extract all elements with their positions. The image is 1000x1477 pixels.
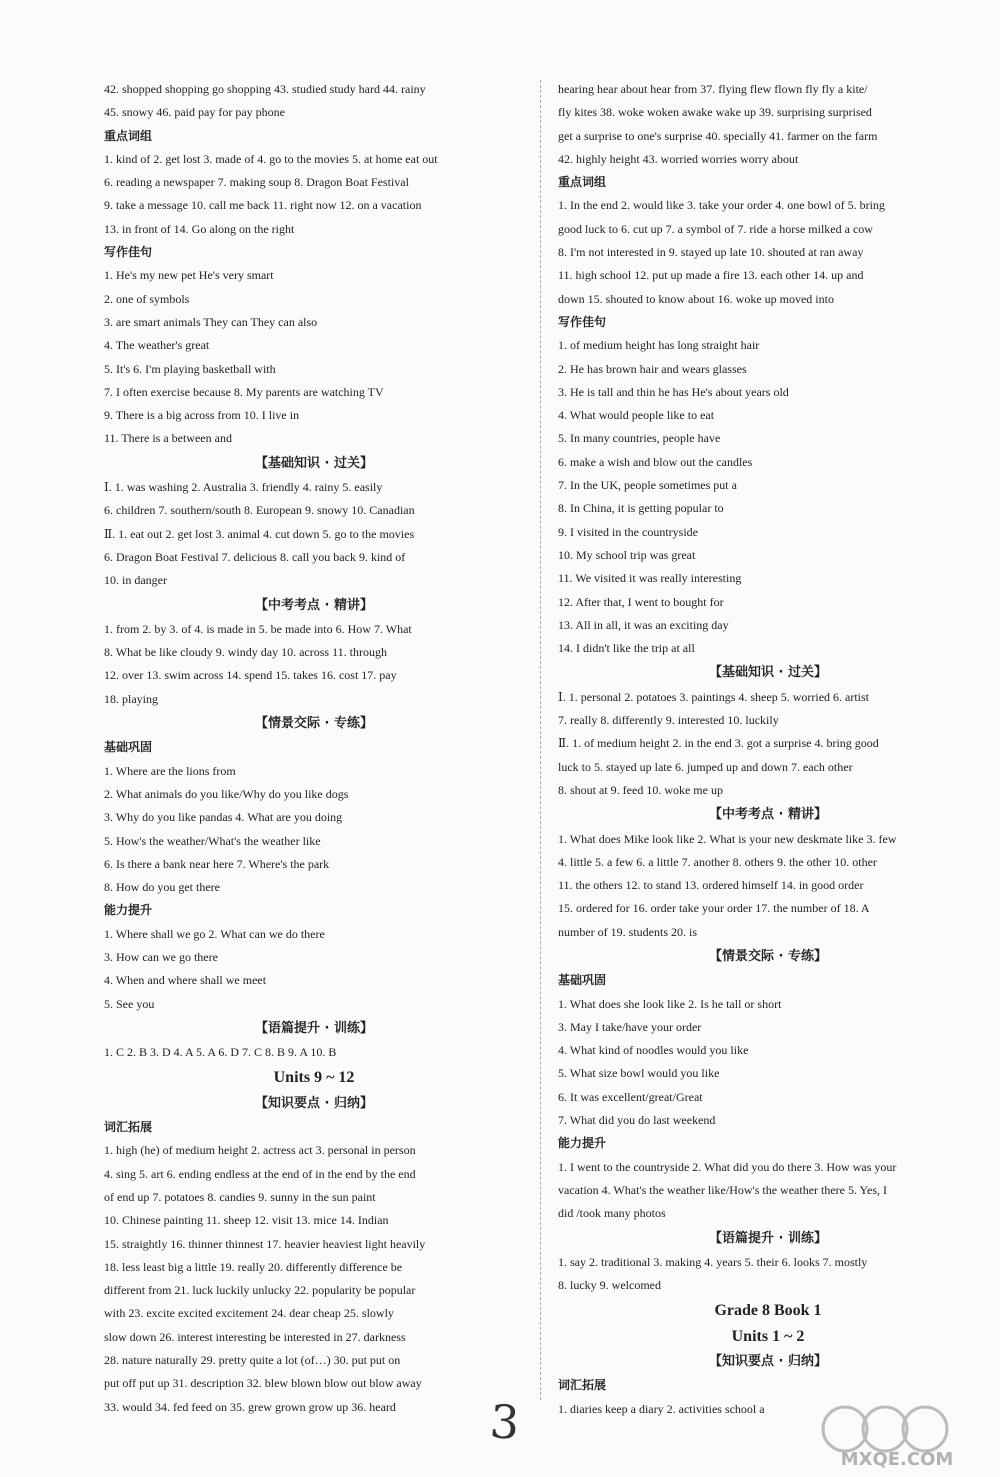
answer-line: 8. lucky 9. welcomed [558, 1278, 661, 1293]
subsection-label: 词汇拓展 [104, 1120, 153, 1135]
answer-line: 5. How's the weather/What's the weather like [104, 833, 321, 848]
watermark-text: MXQE.COM [840, 1449, 954, 1470]
column-divider [540, 80, 541, 1400]
answer-line: 1. In the end 2. would like 3. take your order 4. one bowl of 5. bring [558, 198, 885, 213]
unit-title: Units 9 ~ 12 [273, 1069, 355, 1087]
answer-line: get a surprise to one's surprise 40. specially 41. farmer on the farm [558, 128, 878, 143]
answer-line: 4. The weather's great [104, 338, 210, 353]
answer-line: of end up 7. potatoes 8. candies 9. sunny in the sun paint [104, 1189, 376, 1204]
answer-line: 10. Chinese painting 11. sheep 12. visit 13. mice 14. Indian [104, 1213, 389, 1228]
page-number: 3 [488, 1394, 522, 1450]
answer-line: 18. playing [104, 691, 158, 706]
answer-line: fly kites 38. woke woken awake wake up 39. surprising surprised [558, 105, 872, 120]
answer-line: 11. high school 12. put up made a fire 13. each other 14. up and [558, 268, 864, 283]
answer-line: vacation 4. What's the weather like/How's the weather there 5. Yes, I [558, 1182, 888, 1197]
section-header: 【中考考点 · 精讲】 [255, 597, 373, 613]
answer-line: 6. children 7. southern/south 8. European 9. snowy 10. Canadian [104, 503, 415, 518]
answer-line: 1. C 2. B 3. D 4. A 5. A 6. D 7. C 8. B 9. A 10. B [104, 1045, 337, 1060]
answer-line: 12. over 13. swim across 14. spend 15. takes 16. cost 17. pay [104, 668, 397, 683]
answer-line: 28. nature naturally 29. pretty quite a lot (of…) 30. put put on [104, 1353, 401, 1368]
section-header: 【情景交际 · 专练】 [709, 948, 827, 964]
answer-line: 1. Where are the lions from [104, 763, 236, 778]
answer-line: Ⅱ. 1. eat out 2. get lost 3. animal 4. cut down 5. go to the movies [104, 526, 415, 541]
answer-line: number of 19. students 20. is [558, 924, 697, 939]
answer-line: 3. May I take/have your order [558, 1019, 702, 1034]
answer-line: did /took many photos [558, 1206, 666, 1221]
answer-line: Ⅰ. 1. personal 2. potatoes 3. paintings 4. sheep 5. worried 6. artist [558, 689, 870, 704]
answer-line: 1. He's my new pet He's very smart [104, 268, 274, 283]
answer-line: 4. When and where shall we meet [104, 973, 267, 988]
answer-line: 5. What size bowl would you like [558, 1066, 720, 1081]
section-header: 【基础知识 · 过关】 [255, 455, 373, 471]
answer-line: 8. What be like cloudy 9. windy day 10. across 11. through [104, 645, 387, 660]
answer-line: 1. What does she look like 2. Is he tall or short [558, 996, 782, 1011]
answer-line: 3. Why do you like pandas 4. What are you doing [104, 810, 343, 825]
answer-line: 2. one of symbols [104, 291, 190, 306]
answer-line: different from 21. luck luckily unlucky 22. popularity be popular [104, 1283, 416, 1298]
answer-line: 15. straightly 16. thinner thinnest 17. heavier heaviest light heavily [104, 1236, 426, 1251]
answer-line: hearing hear about hear from 37. flying flew flown fly fly a kite/ [558, 82, 868, 96]
subsection-label: 词汇拓展 [558, 1378, 607, 1393]
watermark-logo [815, 1399, 980, 1471]
answer-line: 4. What would people like to eat [558, 408, 715, 423]
answer-line: 13. All in all, it was an exciting day [558, 617, 729, 632]
right-column [558, 78, 978, 1421]
answer-line: 8. In China, it is getting popular to [558, 501, 724, 516]
answer-line: 1. Where shall we go 2. What can we do there [104, 926, 325, 941]
answer-line: 5. It's 6. I'm playing basketball with [104, 361, 276, 376]
answer-line: 5. In many countries, people have [558, 431, 721, 446]
answer-line: 12. After that, I went to bought for [558, 594, 724, 609]
answer-line: 6. It was excellent/great/Great [558, 1089, 703, 1104]
answer-line: 6. reading a newspaper 7. making soup 8. Dragon Boat Festival [104, 175, 409, 190]
answer-line: 8. How do you get there [104, 880, 220, 895]
answer-line: 6. Is there a bank near here 7. Where's the park [104, 856, 330, 871]
subsection-label: 能力提升 [104, 903, 153, 918]
answer-line: 3. How can we go there [104, 949, 218, 964]
answer-line: slow down 26. interest interesting be interested in 27. darkness [104, 1329, 406, 1344]
unit-title: Units 1 ~ 2 [731, 1327, 805, 1345]
answer-line: 11. We visited it was really interesting [558, 571, 742, 586]
answer-line: 15. ordered for 16. order take your order 17. the number of 18. A [558, 901, 870, 916]
answer-line: 9. take a message 10. call me back 11. right now 12. on a vacation [104, 198, 422, 213]
subsection-label: 重点词组 [104, 128, 153, 143]
answer-line: 4. sing 5. art 6. ending endless at the end of in the end by the end [104, 1166, 416, 1181]
answer-line: 6. Dragon Boat Festival 7. delicious 8. call you back 9. kind of [104, 549, 406, 564]
answer-line: 3. He is tall and thin he has He's about years old [558, 384, 789, 399]
answer-line: 42. highly height 43. worried worries worry about [558, 151, 799, 166]
answer-line: 9. There is a big across from 10. I live in [104, 408, 300, 423]
answer-line: 6. make a wish and blow out the candles [558, 454, 753, 469]
answer-line: 1. I went to the countryside 2. What did you do there 3. How was your [558, 1159, 897, 1174]
answer-line: 7. really 8. differently 9. interested 10. luckily [558, 713, 779, 728]
subsection-label: 写作佳句 [104, 245, 153, 260]
answer-line: 4. What kind of noodles would you like [558, 1043, 749, 1058]
answer-line: 8. shout at 9. feed 10. woke me up [558, 782, 723, 797]
section-header: 【语篇提升 · 训练】 [255, 1020, 373, 1036]
answer-line: 13. in front of 14. Go along on the right [104, 221, 295, 236]
answer-line: 3. are smart animals They can They can also [104, 314, 318, 329]
subsection-label: 重点词组 [558, 175, 607, 190]
section-header: 【语篇提升 · 训练】 [709, 1230, 827, 1246]
answer-line: down 15. shouted to know about 16. woke up moved into [558, 291, 834, 306]
answer-line: 1. What does Mike look like 2. What is your new deskmate like 3. few [558, 831, 897, 846]
answer-line: 1. diaries keep a diary 2. activities school a [558, 1401, 765, 1416]
section-header: 【基础知识 · 过关】 [709, 665, 827, 681]
subsection-label: 能力提升 [558, 1136, 607, 1151]
answer-line: 7. I often exercise because 8. My parents are watching TV [104, 384, 384, 399]
answer-line: 5. See you [104, 996, 155, 1011]
answer-line: 1. kind of 2. get lost 3. made of 4. go to the movies 5. at home eat out [104, 151, 438, 166]
answer-line: 1. from 2. by 3. of 4. is made in 5. be made into 6. How 7. What [104, 621, 412, 636]
answer-line: 18. less least big a little 19. really 20. differently difference be [104, 1259, 403, 1274]
answer-line: 10. My school trip was great [558, 547, 696, 562]
answer-line: 1. say 2. traditional 3. making 4. years 5. their 6. looks 7. mostly [558, 1254, 868, 1269]
answer-line: 14. I didn't like the trip at all [558, 641, 695, 656]
answer-line: 45. snowy 46. paid pay for pay phone [104, 105, 285, 120]
section-header: 【中考考点 · 精讲】 [709, 807, 827, 823]
answer-line: 33. would 34. fed feed on 35. grew grown grow up 36. heard [104, 1399, 396, 1414]
answer-line: 11. There is a between and [104, 431, 232, 446]
answer-line: put off put up 31. description 32. blew blown blow out blow away [104, 1376, 422, 1391]
subsection-label: 基础巩固 [558, 973, 607, 988]
section-header: 【知识要点 · 归纳】 [255, 1095, 373, 1111]
answer-line: 10. in danger [104, 573, 167, 588]
answer-line: luck to 5. stayed up late 6. jumped up and down 7. each other [558, 759, 853, 774]
subsection-label: 写作佳句 [558, 314, 607, 329]
section-header: 【知识要点 · 归纳】 [709, 1354, 827, 1370]
answer-line: 7. What did you do last weekend [558, 1113, 716, 1128]
answer-line: 1. of medium height has long straight hair [558, 338, 760, 353]
answer-line: 4. little 5. a few 6. a little 7. another 8. others 9. the other 10. other [558, 854, 877, 869]
answer-line: good luck to 6. cut up 7. a symbol of 7. ride a horse milked a cow [558, 221, 873, 236]
answer-line: 7. In the UK, people sometimes put a [558, 478, 737, 493]
section-header: 【情景交际 · 专练】 [255, 716, 373, 732]
answer-line: 2. What animals do you like/Why do you like dogs [104, 786, 349, 801]
answer-line: Ⅱ. 1. of medium height 2. in the end 3. got a surprise 4. bring good [558, 736, 879, 751]
answer-line: with 23. excite excited excitement 24. dear cheap 25. slowly [104, 1306, 394, 1321]
answer-line: 8. I'm not interested in 9. stayed up late 10. shouted at ran away [558, 245, 864, 260]
unit-title: Grade 8 Book 1 [714, 1302, 822, 1320]
answer-line: 9. I visited in the countryside [558, 524, 698, 539]
answer-line: Ⅰ. 1. was washing 2. Australia 3. friendly 4. rainy 5. easily [104, 480, 383, 495]
answer-line: 2. He has brown hair and wears glasses [558, 361, 747, 376]
answer-line: 42. shopped shopping go shopping 43. studied study hard 44. rainy [104, 82, 426, 96]
subsection-label: 基础巩固 [104, 740, 153, 755]
answer-line: 1. high (he) of medium height 2. actress act 3. personal in person [104, 1143, 416, 1158]
answer-line: 11. the others 12. to stand 13. ordered himself 14. in good order [558, 878, 864, 893]
left-column [104, 78, 524, 1419]
